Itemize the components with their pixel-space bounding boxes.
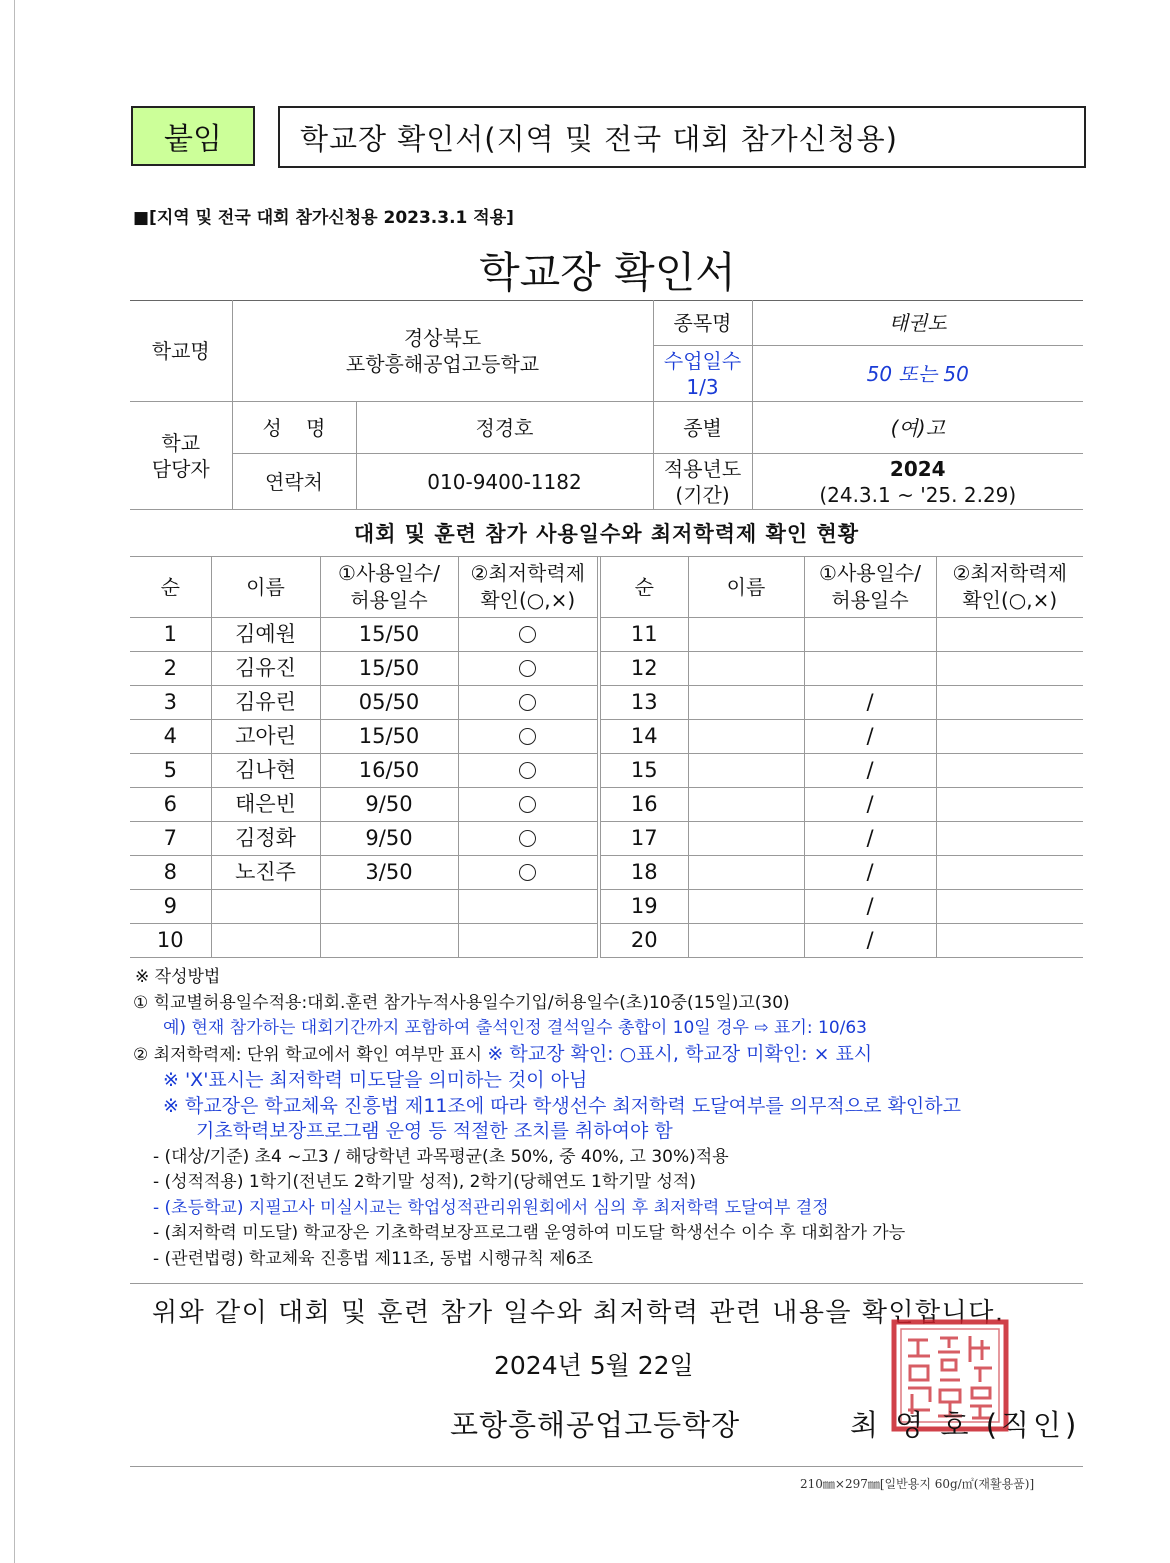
instruction-1: ① 힉교별허용일수적용:대회.훈련 참가누적사용일수기입/허용일수(초)10중(15일)고(30) xyxy=(133,992,790,1013)
row-check xyxy=(936,754,1083,788)
row-check xyxy=(936,822,1083,856)
row-check xyxy=(458,652,599,686)
school-days-fraction: 1/3 xyxy=(686,374,719,399)
row-check xyxy=(458,856,599,890)
col-header-min xyxy=(458,557,599,618)
row-seq: 4 xyxy=(130,720,211,754)
col-header-name: 이름 xyxy=(211,557,320,618)
roster-table xyxy=(130,556,1083,958)
category-label: 종별 xyxy=(653,402,752,454)
principal-name: 최 영 호 (직인) xyxy=(850,1408,1081,1442)
school-days-label-text: 수업일수 xyxy=(663,348,742,373)
row-seq: 6 xyxy=(130,788,211,822)
sport-value: 태권도 xyxy=(752,301,1083,346)
row-seq: 19 xyxy=(599,890,688,924)
table-row xyxy=(130,924,1083,958)
row-name xyxy=(688,924,804,958)
row-check xyxy=(458,788,599,822)
document-title-box: 학교장 확인서(지역 및 전국 대회 참가신청용) xyxy=(278,106,1086,168)
apply-year-label-line2: (기간) xyxy=(675,482,730,507)
school-days-label xyxy=(653,346,752,402)
manager-label-line1: 학교 xyxy=(161,430,201,455)
row-days xyxy=(804,618,936,652)
row-days: / xyxy=(804,856,936,890)
apply-period: (24.3.1 ~ '25. 2.29) xyxy=(819,482,1017,507)
col-header-days-line2: 허용일수 xyxy=(350,588,428,612)
row-check xyxy=(936,720,1083,754)
row-check xyxy=(936,856,1083,890)
confirmed-circle-mark xyxy=(519,694,536,711)
apply-year-label xyxy=(653,454,752,510)
footer-divider xyxy=(130,1466,1083,1467)
row-seq: 9 xyxy=(130,890,211,924)
col-header-seq-2: 순 xyxy=(599,557,688,618)
instruction-4: ※ 학교장은 학교체육 진흥법 제11조에 따라 학생선수 최저학력 도달여부를 의무적으로 확인하고 xyxy=(163,1094,961,1117)
instructions-heading: ※ 작성방법 xyxy=(135,967,221,987)
row-days: 15/50 xyxy=(320,652,458,686)
row-name xyxy=(688,686,804,720)
paper-spec-footer: 210㎜×297㎜[일반용지 60g/㎡(재활용품)] xyxy=(800,1477,1035,1491)
row-days: / xyxy=(804,720,936,754)
row-seq: 2 xyxy=(130,652,211,686)
row-days: / xyxy=(804,890,936,924)
row-check xyxy=(936,788,1083,822)
row-days: 9/50 xyxy=(320,822,458,856)
row-seq: 11 xyxy=(599,618,688,652)
row-seq: 7 xyxy=(130,822,211,856)
row-check xyxy=(936,924,1083,958)
table-row xyxy=(130,720,1083,754)
principal-school: 포항흥해공업고등학장 xyxy=(450,1408,741,1442)
col-header-min-2 xyxy=(936,557,1083,618)
page-left-edge xyxy=(14,0,15,1563)
row-days: 9/50 xyxy=(320,788,458,822)
table-row xyxy=(130,686,1083,720)
row-name: 고아린 xyxy=(211,720,320,754)
row-seq: 8 xyxy=(130,856,211,890)
row-days: 15/50 xyxy=(320,720,458,754)
school-name-cell xyxy=(232,301,653,402)
row-days: 16/50 xyxy=(320,754,458,788)
col-header-days-2 xyxy=(804,557,936,618)
table-row xyxy=(130,788,1083,822)
instructions xyxy=(133,965,1093,1272)
instruction-2 xyxy=(133,1042,1093,1069)
row-check xyxy=(458,720,599,754)
row-seq: 10 xyxy=(130,924,211,958)
manager-name-value: 정경호 xyxy=(356,402,653,454)
manager-name-label: 성 명 xyxy=(232,402,356,454)
school-name-label: 학교명 xyxy=(130,301,232,402)
section-title: 대회 및 훈련 참가 사용일수와 최저학력제 확인 현황 xyxy=(130,509,1083,557)
row-days: / xyxy=(804,924,936,958)
manager-label-line2: 담당자 xyxy=(151,456,210,481)
col-header-days-2-line2: 허용일수 xyxy=(831,588,909,612)
school-name: 포항흥해공업고등학교 xyxy=(345,352,540,376)
row-name: 김유린 xyxy=(211,686,320,720)
row-seq: 1 xyxy=(130,618,211,652)
row-days: 15/50 xyxy=(320,618,458,652)
main-title: 학교장 확인서 xyxy=(479,248,736,297)
row-name xyxy=(688,788,804,822)
col-header-seq: 순 xyxy=(130,557,211,618)
col-header-days-line1: ①사용일수/ xyxy=(338,561,440,585)
form-version-note: ■[지역 및 전국 대회 참가신청용 2023.3.1 적용] xyxy=(133,208,514,228)
row-check xyxy=(458,686,599,720)
table-row xyxy=(130,890,1083,924)
issue-date: 2024년 5월 22일 xyxy=(494,1351,694,1380)
row-seq: 20 xyxy=(599,924,688,958)
row-name xyxy=(688,652,804,686)
row-seq: 13 xyxy=(599,686,688,720)
row-name xyxy=(211,924,320,958)
table-row xyxy=(130,754,1083,788)
row-seq: 12 xyxy=(599,652,688,686)
row-days: 3/50 xyxy=(320,856,458,890)
row-days: / xyxy=(804,822,936,856)
confirmed-circle-mark xyxy=(519,626,536,643)
confirmed-circle-mark xyxy=(519,830,536,847)
confirmed-circle-mark xyxy=(519,762,536,779)
attachment-tag: 붙임 xyxy=(131,106,255,166)
category-value: (여)고 xyxy=(752,402,1083,454)
row-name xyxy=(688,618,804,652)
criteria-not-reached: - (최저학력 미도달) 학교장은 기초학력보장프로그램 운영하여 미도달 학생선수 이수 후 대회참가 가능 xyxy=(153,1223,906,1243)
row-seq: 3 xyxy=(130,686,211,720)
row-check xyxy=(458,754,599,788)
row-name: 태은빈 xyxy=(211,788,320,822)
row-check xyxy=(458,890,599,924)
criteria-target: - (대상/기준) 초4 ~고3 / 해당학년 과목평균(초 50%, 중 40%, 고 30%)적용 xyxy=(153,1146,729,1167)
confirmed-circle-mark xyxy=(519,660,536,677)
row-days xyxy=(320,924,458,958)
instruction-1-example: 예) 현재 참가하는 대회기간까지 포함하여 출석인정 결석일수 총합이 10일 경우 ⇨ 표기: 10/63 xyxy=(163,1018,867,1038)
col-header-min-line2: 확인(○,×) xyxy=(480,588,576,612)
confirmation-statement: 위와 같이 대회 및 훈련 참가 일수와 최저학력 관련 내용을 확인합니다. xyxy=(152,1298,1005,1328)
row-check xyxy=(936,890,1083,924)
row-seq: 14 xyxy=(599,720,688,754)
manager-label xyxy=(130,402,232,510)
row-days: / xyxy=(804,788,936,822)
contact-value: 010-9400-1182 xyxy=(356,454,653,510)
row-days xyxy=(804,652,936,686)
row-name xyxy=(688,890,804,924)
col-header-name-2: 이름 xyxy=(688,557,804,618)
table-row xyxy=(130,618,1083,652)
sport-label: 종목명 xyxy=(653,301,752,346)
col-header-days xyxy=(320,557,458,618)
school-region: 경상북도 xyxy=(403,326,482,350)
row-check xyxy=(458,924,599,958)
row-days: 05/50 xyxy=(320,686,458,720)
row-name xyxy=(688,754,804,788)
table-row xyxy=(130,652,1083,686)
criteria-elementary: - (초등학교) 지필고사 미실시교는 학업성적관리위원회에서 심의 후 최저학력 도달여부 결정 xyxy=(153,1197,829,1218)
confirmed-circle-mark xyxy=(519,864,536,881)
row-check xyxy=(936,686,1083,720)
row-name: 노진주 xyxy=(211,856,320,890)
table-row xyxy=(130,822,1083,856)
row-days: / xyxy=(804,686,936,720)
row-seq: 18 xyxy=(599,856,688,890)
row-check xyxy=(458,618,599,652)
info-table xyxy=(130,300,1083,510)
apply-year: 2024 xyxy=(889,456,946,481)
school-days-value: 50 또는 50 xyxy=(752,346,1083,402)
criteria-law: - (관련법령) 학교체육 진흥법 제11조, 동법 시행규칙 제6조 xyxy=(153,1248,593,1269)
roster-body xyxy=(130,618,1083,958)
row-name: 김유진 xyxy=(211,652,320,686)
col-header-min-line1: ②최저학력제 xyxy=(470,561,586,585)
instruction-2-text: ② 최저학력제: 단위 학교에서 확인 여부만 표시 xyxy=(133,1044,482,1065)
col-header-min-2-line2: 확인(○,×) xyxy=(962,588,1058,612)
row-check xyxy=(936,618,1083,652)
divider xyxy=(130,1283,1083,1284)
row-check xyxy=(936,652,1083,686)
row-name: 김정화 xyxy=(211,822,320,856)
row-name xyxy=(211,890,320,924)
confirmed-circle-mark xyxy=(519,728,536,745)
row-days xyxy=(320,890,458,924)
row-name: 김예원 xyxy=(211,618,320,652)
row-seq: 17 xyxy=(599,822,688,856)
row-seq: 5 xyxy=(130,754,211,788)
instruction-2-marking: ※ 학교장 확인: ○표시, 학교장 미확인: × 표시 xyxy=(487,1042,873,1065)
contact-label: 연락처 xyxy=(232,454,356,510)
col-header-days-2-line1: ①사용일수/ xyxy=(819,561,921,585)
criteria-grades: - (성적적용) 1학기(전년도 2학기말 성적), 2학기(당해연도 1학기말 성적) xyxy=(153,1172,696,1192)
instruction-3: ※ 'X'표시는 최저학력 미도달을 의미하는 것이 아님 xyxy=(163,1069,588,1091)
row-name xyxy=(688,856,804,890)
instruction-4-continued: 기초학력보장프로그램 운영 등 적절한 조치를 취하여야 함 xyxy=(196,1120,673,1142)
row-seq: 15 xyxy=(599,754,688,788)
row-check xyxy=(458,822,599,856)
col-header-min-2-line1: ②최저학력제 xyxy=(952,561,1068,585)
row-days: / xyxy=(804,754,936,788)
table-row xyxy=(130,856,1083,890)
row-name: 김나현 xyxy=(211,754,320,788)
apply-year-value xyxy=(752,454,1083,510)
row-name xyxy=(688,720,804,754)
row-name xyxy=(688,822,804,856)
confirmed-circle-mark xyxy=(519,796,536,813)
row-seq: 16 xyxy=(599,788,688,822)
apply-year-label-line1: 적용년도 xyxy=(663,456,742,481)
